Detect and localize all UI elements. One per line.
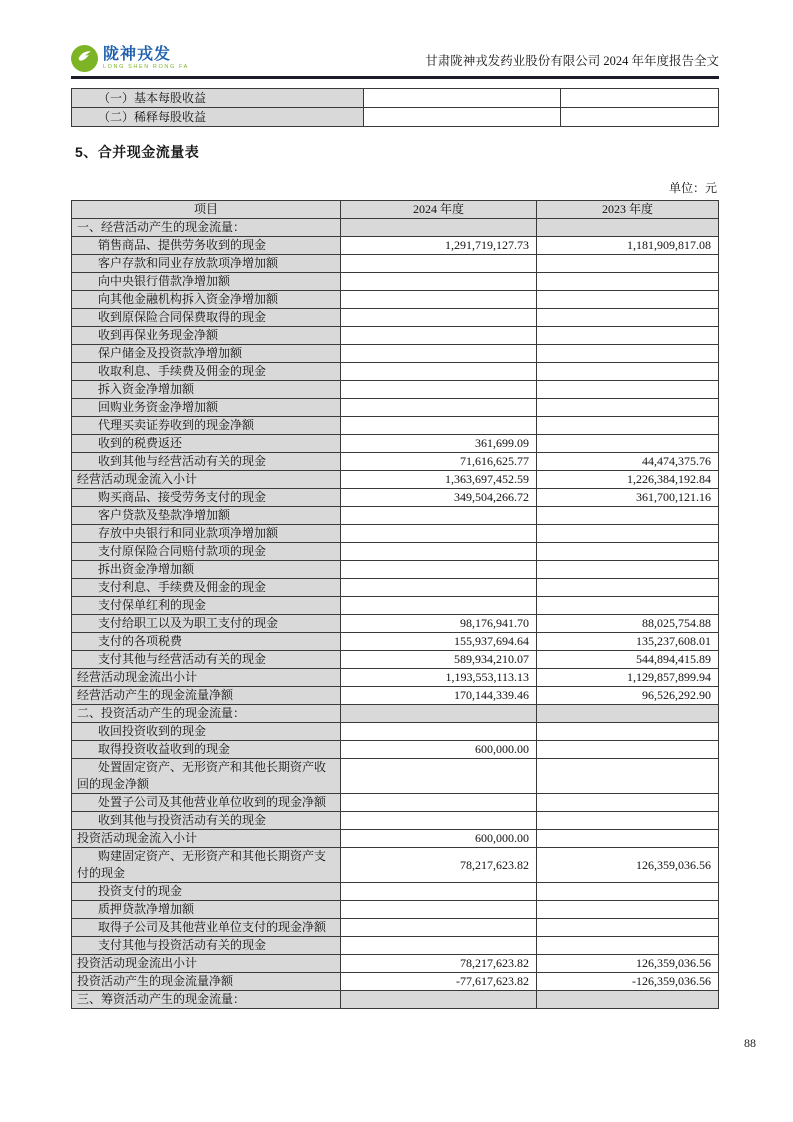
table-row <box>72 991 719 1009</box>
brand-name-en: LONG SHEN RONG FA <box>103 63 189 70</box>
row-label: 客户贷款及垫款净增加额 <box>72 507 341 525</box>
eps-table-body <box>72 89 719 127</box>
value-2024 <box>341 794 537 812</box>
value-2024 <box>341 381 537 399</box>
value-2024 <box>341 901 537 919</box>
row-label: 处置固定资产、无形资产和其他长期资产收回的现金净额 <box>72 759 341 794</box>
cashflow-table <box>71 200 719 1009</box>
row-label: （二）稀释每股收益 <box>72 108 364 127</box>
table-row <box>72 973 719 991</box>
value-2024 <box>341 273 537 291</box>
section-title: 5、合并现金流量表 <box>75 144 200 160</box>
table-row <box>72 543 719 561</box>
row-label: 取得子公司及其他营业单位支付的现金净额 <box>72 919 341 937</box>
row-label: 质押贷款净增加额 <box>72 901 341 919</box>
value-2023: 135,237,608.01 <box>537 633 719 651</box>
value-2024 <box>341 399 537 417</box>
table-row <box>72 219 719 237</box>
row-label: 收到再保业务现金净额 <box>72 327 341 345</box>
row-label: 一、经营活动产生的现金流量： <box>72 219 341 237</box>
table-row <box>72 561 719 579</box>
row-label: 处置子公司及其他营业单位收到的现金净额 <box>72 794 341 812</box>
value-2024 <box>341 883 537 901</box>
value-2023 <box>537 255 719 273</box>
value-2023 <box>537 309 719 327</box>
value-2023 <box>537 525 719 543</box>
table-row <box>72 759 719 794</box>
row-label: 收回投资收到的现金 <box>72 723 341 741</box>
value-2023 <box>537 345 719 363</box>
value-2024 <box>364 108 561 127</box>
value-2023 <box>537 937 719 955</box>
row-label: 存放中央银行和同业款项净增加额 <box>72 525 341 543</box>
value-2024 <box>341 327 537 345</box>
table-row <box>72 291 719 309</box>
value-2023 <box>537 561 719 579</box>
table-row <box>72 615 719 633</box>
table-row <box>72 525 719 543</box>
table-row <box>72 309 719 327</box>
cashflow-table-body <box>72 219 719 1009</box>
content-area <box>71 0 719 1009</box>
row-label: 购买商品、接受劳务支付的现金 <box>72 489 341 507</box>
value-2023 <box>537 327 719 345</box>
value-2024 <box>341 597 537 615</box>
value-2024 <box>341 543 537 561</box>
table-row <box>72 327 719 345</box>
value-2024 <box>341 525 537 543</box>
value-2023 <box>537 417 719 435</box>
table-row <box>72 363 719 381</box>
table-row <box>72 399 719 417</box>
value-2024: 170,144,339.46 <box>341 687 537 705</box>
value-2023 <box>537 597 719 615</box>
value-2023 <box>537 579 719 597</box>
value-2023 <box>561 108 719 127</box>
value-2023 <box>537 273 719 291</box>
value-2024 <box>341 561 537 579</box>
table-row <box>72 669 719 687</box>
value-2023: 1,226,384,192.84 <box>537 471 719 489</box>
row-label: 取得投资收益收到的现金 <box>72 741 341 759</box>
company-logo <box>71 45 189 72</box>
row-label: 投资活动产生的现金流量净额 <box>72 973 341 991</box>
row-label: 收到的税费返还 <box>72 435 341 453</box>
row-label: 三、筹资活动产生的现金流量： <box>72 991 341 1009</box>
row-label: 保户储金及投资款净增加额 <box>72 345 341 363</box>
value-2023: 96,526,292.90 <box>537 687 719 705</box>
eps-table <box>71 88 719 127</box>
value-2024 <box>341 507 537 525</box>
value-2023 <box>537 543 719 561</box>
row-label: 投资支付的现金 <box>72 883 341 901</box>
value-2024: -77,617,623.82 <box>341 973 537 991</box>
row-label: 投资活动现金流入小计 <box>72 830 341 848</box>
value-2024: 1,193,553,113.13 <box>341 669 537 687</box>
table-row <box>72 705 719 723</box>
table-row <box>72 651 719 669</box>
value-2023 <box>537 705 719 723</box>
brand-block <box>103 47 189 71</box>
row-label: 经营活动产生的现金流量净额 <box>72 687 341 705</box>
table-row <box>72 507 719 525</box>
value-2024: 349,504,266.72 <box>341 489 537 507</box>
table-row <box>72 901 719 919</box>
value-2023 <box>561 89 719 108</box>
value-2023: 544,894,415.89 <box>537 651 719 669</box>
row-label: 二、投资活动产生的现金流量： <box>72 705 341 723</box>
table-row <box>72 741 719 759</box>
value-2023 <box>537 812 719 830</box>
value-2023 <box>537 883 719 901</box>
row-label: 购建固定资产、无形资产和其他长期资产支付的现金 <box>72 848 341 883</box>
table-row <box>72 687 719 705</box>
unit-label: 单位：元 <box>668 181 717 195</box>
table-row <box>72 489 719 507</box>
row-label: 经营活动现金流出小计 <box>72 669 341 687</box>
table-row <box>72 471 719 489</box>
header-row <box>72 201 719 219</box>
value-2024: 71,616,625.77 <box>341 453 537 471</box>
value-2024 <box>341 291 537 309</box>
row-label: 向其他金融机构拆入资金净增加额 <box>72 291 341 309</box>
value-2023 <box>537 363 719 381</box>
row-label: 客户存款和同业存放款项净增加额 <box>72 255 341 273</box>
row-label: 代理买卖证券收到的现金净额 <box>72 417 341 435</box>
value-2023 <box>537 919 719 937</box>
row-label: 支付保单红利的现金 <box>72 597 341 615</box>
value-2023: 126,359,036.56 <box>537 848 719 883</box>
row-label: 销售商品、提供劳务收到的现金 <box>72 237 341 255</box>
value-2023: 44,474,375.76 <box>537 453 719 471</box>
value-2024: 589,934,210.07 <box>341 651 537 669</box>
col-header-2024: 2024 年度 <box>341 201 537 219</box>
table-row <box>72 345 719 363</box>
table-row <box>72 89 719 108</box>
row-label: 支付其他与投资活动有关的现金 <box>72 937 341 955</box>
value-2023 <box>537 723 719 741</box>
value-2023 <box>537 741 719 759</box>
value-2024: 1,363,697,452.59 <box>341 471 537 489</box>
value-2024: 98,176,941.70 <box>341 615 537 633</box>
cashflow-table-header <box>72 201 719 219</box>
row-label: 向中央银行借款净增加额 <box>72 273 341 291</box>
row-label: 回购业务资金净增加额 <box>72 399 341 417</box>
value-2024 <box>341 705 537 723</box>
row-label: 支付的各项税费 <box>72 633 341 651</box>
table-row <box>72 723 719 741</box>
value-2023 <box>537 991 719 1009</box>
table-row <box>72 579 719 597</box>
row-label: 收到其他与经营活动有关的现金 <box>72 453 341 471</box>
table-row <box>72 794 719 812</box>
value-2024 <box>341 345 537 363</box>
value-2024 <box>341 919 537 937</box>
row-label: （一）基本每股收益 <box>72 89 364 108</box>
value-2024 <box>341 937 537 955</box>
report-header <box>71 0 719 79</box>
value-2023: 88,025,754.88 <box>537 615 719 633</box>
value-2023 <box>537 794 719 812</box>
value-2023: 126,359,036.56 <box>537 955 719 973</box>
doc-title: 甘肃陇神戎发药业股份有限公司 2024 年年度报告全文 <box>425 54 719 68</box>
table-row <box>72 633 719 651</box>
value-2023: 1,181,909,817.08 <box>537 237 719 255</box>
table-row <box>72 597 719 615</box>
value-2024: 78,217,623.82 <box>341 848 537 883</box>
table-row <box>72 937 719 955</box>
table-row <box>72 883 719 901</box>
logo-circle <box>71 45 98 72</box>
table-row <box>72 108 719 127</box>
value-2024 <box>341 723 537 741</box>
row-label: 收到其他与投资活动有关的现金 <box>72 812 341 830</box>
brand-name: 陇神戎发 <box>103 45 172 63</box>
value-2024 <box>341 309 537 327</box>
value-2024 <box>341 812 537 830</box>
value-2024 <box>341 417 537 435</box>
row-label: 支付给职工以及为职工支付的现金 <box>72 615 341 633</box>
col-header-2023: 2023 年度 <box>537 201 719 219</box>
value-2023 <box>537 219 719 237</box>
value-2024 <box>341 219 537 237</box>
row-label: 拆出资金净增加额 <box>72 561 341 579</box>
table-row <box>72 417 719 435</box>
row-label: 支付原保险合同赔付款项的现金 <box>72 543 341 561</box>
value-2024 <box>341 759 537 794</box>
value-2024: 600,000.00 <box>341 741 537 759</box>
table-row <box>72 381 719 399</box>
row-label: 支付利息、手续费及佣金的现金 <box>72 579 341 597</box>
page-number: 88 <box>744 1036 756 1050</box>
row-label: 收到原保险合同保费取得的现金 <box>72 309 341 327</box>
value-2024 <box>341 363 537 381</box>
value-2023 <box>537 507 719 525</box>
value-2024: 78,217,623.82 <box>341 955 537 973</box>
value-2023 <box>537 830 719 848</box>
value-2024 <box>341 991 537 1009</box>
value-2023 <box>537 435 719 453</box>
table-row <box>72 830 719 848</box>
value-2024 <box>364 89 561 108</box>
value-2024: 600,000.00 <box>341 830 537 848</box>
value-2024: 361,699.09 <box>341 435 537 453</box>
table-row <box>72 435 719 453</box>
value-2023: 1,129,857,899.94 <box>537 669 719 687</box>
value-2023: 361,700,121.16 <box>537 489 719 507</box>
value-2023 <box>537 759 719 794</box>
logo-bird-icon <box>75 47 94 71</box>
table-row <box>72 848 719 883</box>
value-2024 <box>341 255 537 273</box>
value-2023 <box>537 399 719 417</box>
table-row <box>72 919 719 937</box>
value-2024: 155,937,694.64 <box>341 633 537 651</box>
value-2023 <box>537 381 719 399</box>
table-row <box>72 273 719 291</box>
table-row <box>72 255 719 273</box>
value-2023 <box>537 291 719 309</box>
value-2024 <box>341 579 537 597</box>
value-2024: 1,291,719,127.73 <box>341 237 537 255</box>
row-label: 拆入资金净增加额 <box>72 381 341 399</box>
row-label: 经营活动现金流入小计 <box>72 471 341 489</box>
value-2023: -126,359,036.56 <box>537 973 719 991</box>
table-row <box>72 812 719 830</box>
table-row <box>72 955 719 973</box>
row-label: 支付其他与经营活动有关的现金 <box>72 651 341 669</box>
row-label: 投资活动现金流出小计 <box>72 955 341 973</box>
row-label: 收取利息、手续费及佣金的现金 <box>72 363 341 381</box>
table-row <box>72 237 719 255</box>
table-row <box>72 453 719 471</box>
col-header-item: 项目 <box>72 201 341 219</box>
value-2023 <box>537 901 719 919</box>
